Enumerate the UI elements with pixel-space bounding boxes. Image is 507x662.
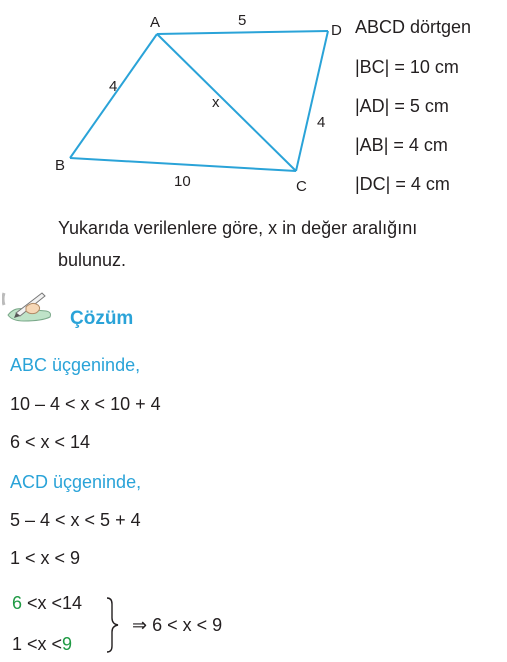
writing-hand-icon [2, 285, 62, 327]
side-ad [157, 31, 328, 34]
side-dc [296, 31, 328, 171]
quadrilateral-figure [0, 0, 345, 200]
given-title: ABCD dörtgen [355, 17, 472, 37]
side-ad-length: 5 [238, 12, 247, 29]
side-dc-length: 4 [317, 114, 326, 131]
vertex-c-label: C [296, 178, 307, 195]
combine-2-number: 9 [62, 634, 73, 654]
acd-result: 1 < x < 9 [10, 548, 81, 568]
solution-title: Çözüm [70, 308, 134, 329]
diagonal-ac-label: x [212, 94, 220, 111]
side-ab [70, 34, 157, 158]
abc-heading: ABC üçgeninde, [10, 355, 141, 375]
given-ad: |AD| = 5 cm [355, 96, 449, 116]
combine-line-1 [12, 593, 82, 614]
abc-inequality: 10 – 4 < x < 10 + 4 [10, 394, 161, 414]
vertex-b-label: B [55, 157, 66, 174]
side-bc-length: 10 [174, 173, 191, 190]
combine-1-rest: <x <14 [22, 593, 83, 613]
acd-inequality: 5 – 4 < x < 5 + 4 [10, 510, 141, 530]
diagonal-ac [157, 34, 296, 171]
side-bc [70, 158, 296, 171]
final-result: ⇒ 6 < x < 9 [132, 615, 223, 635]
given-bc: |BC| = 10 cm [355, 57, 459, 77]
side-ab-length: 4 [109, 78, 118, 95]
vertex-a-label: A [150, 14, 161, 31]
acd-heading: ACD üçgeninde, [10, 472, 142, 492]
vertex-d-label: D [331, 22, 342, 39]
combine-1-number: 6 [12, 593, 23, 613]
question-line-1: Yukarıda verilenlere göre, x in değer aralığını [58, 218, 418, 238]
combine-2-start: 1 <x < [12, 634, 63, 654]
abc-result: 6 < x < 14 [10, 432, 91, 452]
right-brace [104, 596, 122, 654]
question-text [58, 212, 498, 276]
combine-line-2 [12, 634, 72, 655]
given-dc: |DC| = 4 cm [355, 174, 450, 194]
question-line-2: bulunuz. [58, 250, 127, 270]
given-ab: |AB| = 4 cm [355, 135, 448, 155]
